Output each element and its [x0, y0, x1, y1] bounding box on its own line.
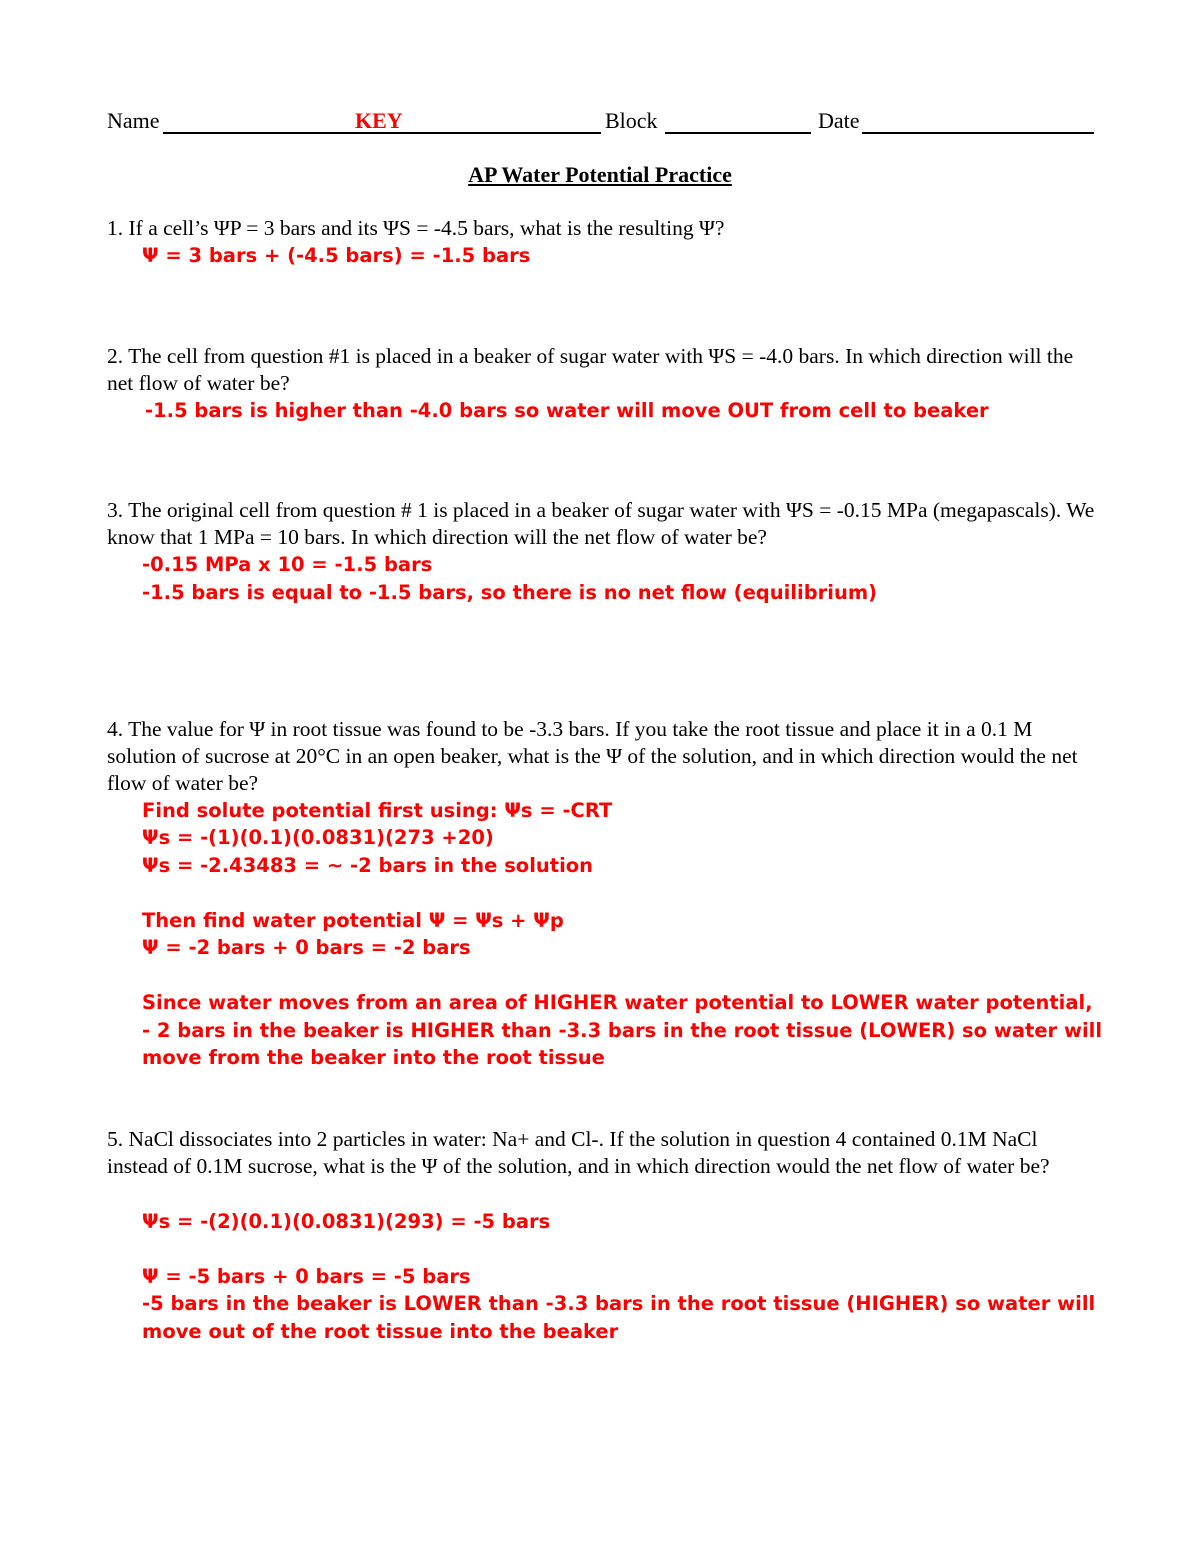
page-title: AP Water Potential Practice: [468, 162, 732, 187]
date-label: Date: [818, 108, 860, 133]
answer-4-line-8: move from the beaker into the root tissue: [142, 1046, 605, 1069]
question-2: 2. The cell from question #1 is placed in a beaker of sugar water with ΨS = -4.0 bars. In which direction will the net flow of water be?: [107, 344, 1074, 396]
answer-5-line-1: Ψs = -(2)(0.1)(0.0831)(293) = -5 bars: [142, 1210, 551, 1233]
question-4: 4. The value for Ψ in root tissue was found to be -3.3 bars. If you take the root tissue and place it in a 0.1 M solution of sucrose at 20°C in an open beaker, what is the Ψ of the solution, and in which direction would the net flow of water be?: [107, 717, 1078, 796]
name-value: KEY: [355, 108, 403, 133]
answer-4-line-1: Find solute potential first using: Ψs = -CRT: [142, 799, 613, 822]
answer-5-line-3: -5 bars in the beaker is LOWER than -3.3 bars in the root tissue (HIGHER) so water will: [142, 1292, 1096, 1315]
date-underline: [862, 132, 1094, 134]
answer-3-line-2: -1.5 bars is equal to -1.5 bars, so there is no net flow (equilibrium): [142, 581, 878, 604]
answer-1: Ψ = 3 bars + (-4.5 bars) = -1.5 bars: [142, 244, 531, 267]
answer-3-line-1: -0.15 MPa x 10 = -1.5 bars: [142, 553, 433, 576]
question-1: 1. If a cell’s ΨP = 3 bars and its ΨS = -4.5 bars, what is the resulting Ψ?: [107, 216, 725, 240]
answer-4-line-7: - 2 bars in the beaker is HIGHER than -3.3 bars in the root tissue (LOWER) so water will: [142, 1019, 1103, 1042]
question-5: 5. NaCl dissociates into 2 particles in water: Na+ and Cl-. If the solution in question 4 contained 0.1M NaCl instead of 0.1M sucrose, what is the Ψ of the solution, and in which direction would the net flow of water be?: [107, 1127, 1050, 1179]
answer-4-line-5: Ψ = -2 bars + 0 bars = -2 bars: [142, 936, 471, 959]
answer-5-line-2: Ψ = -5 bars + 0 bars = -5 bars: [142, 1265, 471, 1288]
answer-2: -1.5 bars is higher than -4.0 bars so water will move OUT from cell to beaker: [145, 399, 989, 422]
answer-4-line-2: Ψs = -(1)(0.1)(0.0831)(273 +20): [142, 826, 494, 849]
header-row: [107, 106, 1097, 138]
answer-4-line-6: Since water moves from an area of HIGHER water potential to LOWER water potential,: [142, 991, 1093, 1014]
answer-4-line-3: Ψs = -2.43483 = ~ -2 bars in the solution: [142, 854, 594, 877]
answer-5-line-4: move out of the root tissue into the beaker: [142, 1320, 619, 1343]
name-label: Name: [107, 108, 160, 133]
question-3: 3. The original cell from question # 1 is placed in a beaker of sugar water with ΨS = -0.15 MPa (megapascals). We know that 1 MPa = 10 bars. In which direction will the net flow of water be?: [107, 498, 1095, 550]
block-underline: [665, 132, 811, 134]
block-label: Block: [605, 108, 658, 133]
answer-4-line-4: Then find water potential Ψ = Ψs + Ψp: [142, 909, 564, 932]
